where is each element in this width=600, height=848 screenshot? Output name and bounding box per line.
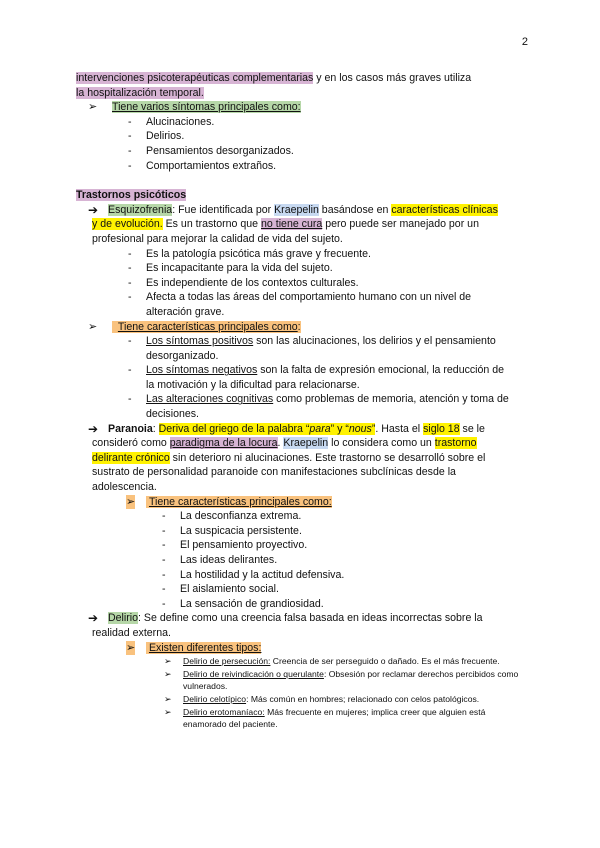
esquizo-line-3 (76, 232, 526, 247)
symptoms-heading (76, 100, 526, 115)
list-item-text: Las ideas delirantes. (180, 554, 278, 566)
list-item: - La suspicacia persistente. (162, 524, 302, 537)
paranoia-line-2 (76, 436, 526, 451)
esquizo-line-2 (76, 217, 526, 232)
delirio-line-1 (76, 611, 526, 626)
heading-highlight (146, 496, 332, 508)
list-item (76, 655, 528, 668)
list-item-continuation (76, 378, 526, 393)
list-term: Delirio celotípico (183, 693, 247, 704)
list-term: Las alteraciones cognitivas (146, 393, 274, 406)
list-item-text: Afecta a todas las áreas del comportamiento humano con un nivel de (146, 291, 472, 304)
body-text: Es un trastorno que (162, 218, 262, 231)
body-text: : Se define como una creencia falsa basada en ideas incorrectas sobre la (138, 612, 483, 625)
list-term: Delirio de reivindicación o querulante (183, 668, 324, 679)
list-item-text: La sensación de grandiosidad. (180, 597, 324, 610)
esquizo-line-1 (76, 203, 526, 218)
highlight-text: y de evolución. (92, 218, 163, 231)
list-item-text: decisiones. (146, 408, 199, 421)
list-item: - Alucinaciones. (128, 115, 215, 128)
section-title (76, 188, 526, 203)
body-text: se le (459, 422, 485, 435)
list-item (76, 693, 528, 706)
highlight-text: intervenciones psicoterapéuticas complementarias (76, 72, 314, 84)
list-item (76, 668, 528, 693)
list-item: - Los síntomas positivos son las alucinaciones, los delirios y el pensamiento (128, 335, 496, 348)
list-item-text: como problemas de memoria, atención y toma de (273, 393, 509, 406)
triangle-bullet-icon: ➢ (126, 495, 136, 508)
list-term: Delirio erotomaníaco: (183, 706, 265, 717)
list-item: - La hostilidad y la actitud defensiva. (162, 568, 345, 581)
body-text: Deriva del griego de la palabra “ (158, 422, 310, 435)
term-text: Esquizofrenia (108, 203, 173, 216)
heading-text: Tiene características principales como (117, 320, 298, 333)
list-item-text: la motivación y la dificultad para relacionarse. (146, 378, 360, 391)
list-item-text: Delirios. (146, 130, 185, 143)
list-item: - Es incapacitante para la vida del sujeto. (128, 262, 333, 275)
list-item: - Pensamientos desorganizados. (128, 144, 294, 157)
list-term: Delirio de persecución: (183, 656, 271, 667)
list-item-text: son la falta de expresión emocional, la reducción de (257, 364, 505, 377)
triangle-bullet-icon: ➢ (126, 641, 136, 654)
list-item-text: El pensamiento proyectivo. (180, 539, 308, 552)
body-text: sustrato de personalidad paranoide con manifestaciones subclínicas desde la (92, 466, 456, 479)
name-text: Kraepelin (274, 203, 319, 216)
list-item-text: alteración grave. (146, 305, 225, 318)
list-item-text: La hostilidad y la actitud defensiva. (180, 568, 345, 581)
triangle-bullet-icon: ➢ (88, 320, 98, 333)
highlight-text: características clínicas (391, 203, 498, 216)
list-item-text: Pensamientos desorganizados. (146, 144, 294, 157)
list-item: - La desconfianza extrema. (162, 510, 302, 523)
paranoia-line-5 (76, 480, 526, 495)
list-item: - Afecta a todas las áreas del comportamiento humano con un nivel de (128, 291, 472, 304)
list-item-text: desorganizado. (146, 349, 219, 362)
heading-text: Tiene características principales como: (148, 495, 332, 508)
body-text: . Hasta el (375, 422, 424, 435)
body-text: sin deterioro ni alucinaciones. Este trastorno se desarrolló sobre el (169, 451, 486, 464)
page-number: 2 (521, 36, 528, 48)
body-text: : (152, 422, 159, 435)
paranoia-line-4 (76, 465, 526, 480)
delirio-types-heading (76, 641, 526, 656)
triangle-bullet-icon: ➢ (164, 656, 172, 667)
highlight-text: trastorno (434, 437, 477, 450)
list-item-text: El aislamiento social. (180, 583, 279, 596)
word-text: para (309, 422, 331, 435)
list-item-continuation (76, 305, 526, 320)
term-text: Delirio (108, 612, 139, 625)
list-item-text: son las alucinaciones, los delirios y el pensamiento (253, 335, 496, 348)
list-item (76, 706, 528, 731)
body-text: consideró como (92, 437, 170, 450)
body-text: adolescencia. (92, 481, 157, 494)
highlight-text: la hospitalización temporal. (76, 86, 204, 99)
arrow-bullet-icon: ➔ (88, 611, 99, 626)
body-text: ” y “ (330, 422, 349, 435)
document-body (76, 71, 526, 731)
list-item-text: La desconfianza extrema. (180, 510, 302, 523)
body-text: : Fue identificada por (172, 203, 275, 216)
intro-line-2 (76, 86, 526, 101)
highlight-text: delirante crónico (92, 451, 170, 464)
list-item-continuation (76, 349, 526, 364)
heading-text: Existen diferentes tipos: (148, 641, 262, 654)
list-item-text: La suspicacia persistente. (180, 524, 302, 537)
arrow-bullet-icon: ➔ (88, 202, 99, 217)
body-text: basándose en (318, 203, 392, 216)
list-item: - La sensación de grandiosidad. (162, 597, 324, 610)
list-item-text: : Obsesión por reclamar derechos percibidos como vulnerados. (183, 668, 519, 692)
list-item: - Las alteraciones cognitivas como problemas de memoria, atención y toma de (128, 393, 509, 406)
triangle-bullet-icon: ➢ (164, 668, 172, 679)
section-title-text: Trastornos psicóticos (76, 189, 187, 202)
list-item: - El aislamiento social. (162, 583, 279, 596)
list-item: - Delirios. (128, 130, 185, 143)
triangle-bullet-icon: ➢ (164, 693, 172, 704)
list-item: - Es la patología psicótica más grave y frecuente. (128, 247, 371, 260)
highlight-text (159, 423, 376, 435)
arrow-bullet-icon: ➔ (88, 421, 99, 436)
list-item-text: Alucinaciones. (146, 115, 215, 128)
term-text: Paranoia (108, 422, 153, 435)
paranoia-char-heading (76, 495, 526, 510)
body-text: profesional para mejorar la calidad de vida del sujeto. (92, 232, 343, 245)
body-text: . (277, 437, 284, 450)
heading-highlight (146, 642, 261, 654)
word-text: nous (348, 422, 372, 435)
highlight-text: siglo 18 (423, 422, 460, 435)
list-item: - Comportamientos extraños. (128, 159, 277, 172)
list-item-text: Comportamientos extraños. (146, 159, 277, 172)
list-item-text: Es la patología psicótica más grave y frecuente. (146, 247, 371, 260)
paranoia-line-3 (76, 451, 526, 466)
delirio-line-2 (76, 626, 526, 641)
paranoia-line-1 (76, 422, 526, 437)
list-item-text: Es independiente de los contextos culturales. (146, 276, 359, 289)
body-text: ” (371, 422, 376, 435)
heading-text: Tiene varios síntomas principales como: (112, 101, 301, 114)
triangle-bullet-icon: ➢ (88, 101, 98, 114)
list-item-text: : Más común en hombres; relacionado con celos patológicos. (246, 693, 480, 704)
list-item-text: Más frecuente en mujeres; implica creer que alguien está enamorado del paciente. (183, 706, 486, 730)
highlight-text: paradigma de la locura (169, 437, 278, 450)
list-item-continuation (76, 407, 526, 422)
list-item: - Las ideas delirantes. (162, 554, 278, 566)
list-term: Los síntomas negativos (146, 364, 258, 377)
body-text: realidad externa. (92, 626, 171, 639)
list-item-text: Creencia de ser perseguido o dañado. Es el más frecuente. (270, 656, 500, 667)
list-item: - Los síntomas negativos son la falta de expresión emocional, la reducción de (128, 364, 505, 377)
intro-line-1 (76, 71, 526, 86)
highlight-text: no tiene cura (261, 218, 323, 231)
body-text: y en los casos más graves utiliza (313, 72, 472, 84)
body-text: lo considera como un (328, 437, 435, 450)
heading-highlight (112, 321, 301, 333)
list-item: - El pensamiento proyectivo. (162, 539, 308, 552)
heading-colon: : (297, 320, 301, 333)
esquizo-char-heading (76, 320, 526, 335)
list-term: Los síntomas positivos (146, 335, 254, 348)
name-text: Kraepelin (283, 437, 329, 450)
body-text: pero puede ser manejado por un (322, 218, 479, 231)
list-item: - Es independiente de los contextos culturales. (128, 276, 359, 289)
triangle-bullet-icon: ➢ (164, 706, 172, 717)
list-item-text: Es incapacitante para la vida del sujeto. (146, 262, 333, 275)
